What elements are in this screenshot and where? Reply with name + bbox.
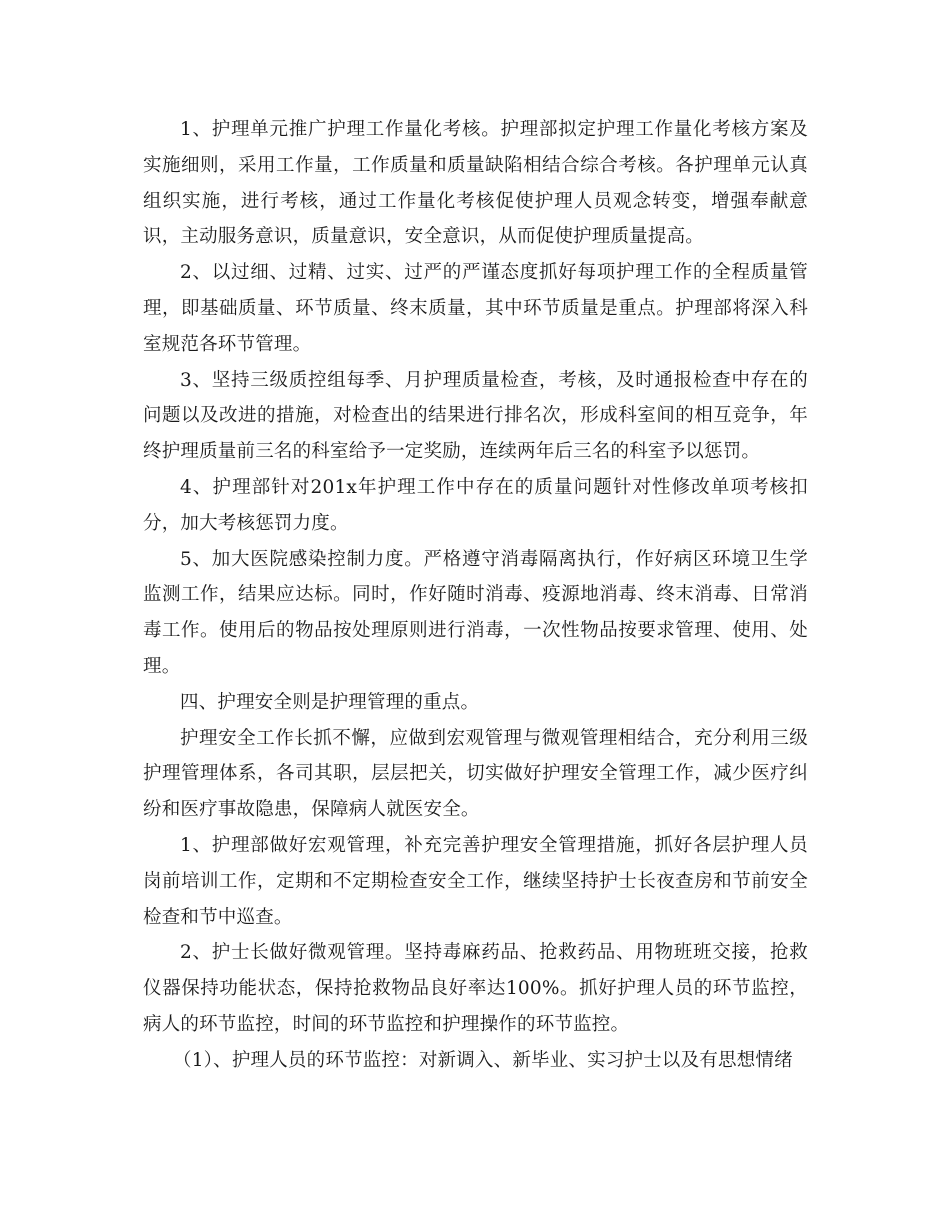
paragraph-1: 1、护理单元推广护理工作量化考核。护理部拟定护理工作量化考核方案及实施细则，采用工作量，工作质量和质量缺陷相结合综合考核。各护理单元认真组织实施，进行考核，通过工作量化考核促使护理人员观念转变，增强奉献意识，主动服务意识，质量意识，安全意识，从而促使护理质量提高。 — [143, 119, 808, 248]
paragraph-8: 1、护理部做好宏观管理，补充完善护理安全管理措施，抓好各层护理人员岗前培训工作，定期和不定期检查安全工作，继续坚持护士长夜查房和节前安全检查和节中巡查。 — [143, 834, 808, 928]
paragraph-3: 3、坚持三级质控组每季、月护理质量检查，考核，及时通报检查中存在的问题以及改进的措施，对检查出的结果进行排名次，形成科室间的相互竞争，年终护理质量前三名的科室给予一定奖励，连续两年后三名的科室予以惩罚。 — [143, 369, 808, 463]
paragraph-9: 2、护士长做好微观管理。坚持毒麻药品、抢救药品、用物班班交接，抢救仪器保持功能状态，保持抢救物品良好率达100%。抓好护理人员的环节监控，病人的环节监控，时间的环节监控和护理操作的环节监控。 — [143, 942, 808, 1035]
section-heading-four: 四、护理安全则是护理管理的重点。 — [180, 691, 480, 713]
paragraph-10: （1）、护理人员的环节监控：对新调入、新毕业、实习护士以及有思想情绪 — [173, 1049, 793, 1071]
document-body — [143, 112, 808, 1079]
paragraph-2: 2、以过细、过精、过实、过严的严谨态度抓好每项护理工作的全程质量管理，即基础质量、环节质量、终末质量，其中环节质量是重点。护理部将深入科室规范各环节管理。 — [143, 262, 808, 355]
paragraph-4: 4、护理部针对201x年护理工作中存在的质量问题针对性修改单项考核扣分，加大考核惩罚力度。 — [143, 476, 808, 534]
paragraph-7: 护理安全工作长抓不懈，应做到宏观管理与微观管理相结合，充分利用三级护理管理体系，各司其职，层层把关，切实做好护理安全管理工作，减少医疗纠纷和医疗事故隐患，保障病人就医安全。 — [143, 727, 808, 821]
paragraph-5: 5、加大医院感染控制力度。严格遵守消毒隔离执行，作好病区环境卫生学监测工作，结果应达标。同时，作好随时消毒、疫源地消毒、终末消毒、日常消毒工作。使用后的物品按处理原则进行消毒，一次性物品按要求管理、使用、处理。 — [143, 548, 808, 677]
